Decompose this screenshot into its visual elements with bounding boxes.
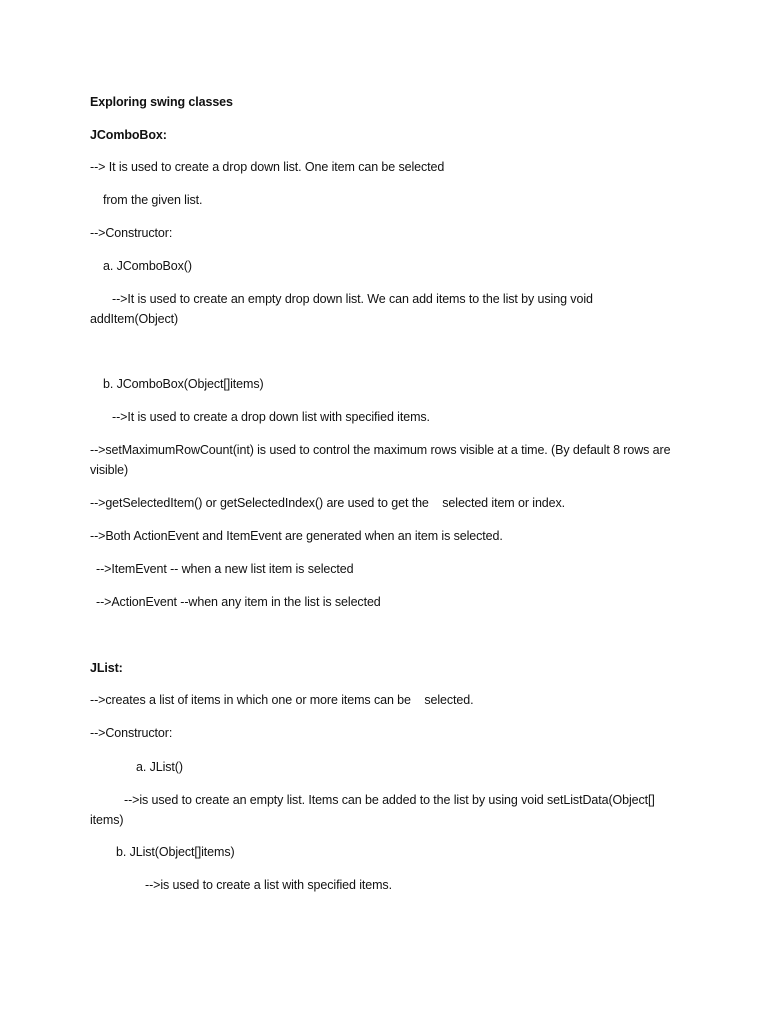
jcombobox-max-rows-note: -->setMaximumRowCount(int) is used to control the maximum rows visible at a time. (By default 8 rows are visible) bbox=[90, 443, 671, 477]
jlist-heading: JList: bbox=[90, 661, 123, 675]
jcombobox-ctor-a: a. JComboBox() bbox=[103, 259, 192, 273]
jlist-ctor-b-description: -->is used to create a list with specified items. bbox=[145, 878, 392, 892]
jcombobox-intro-line-1: --> It is used to create a drop down list. One item can be selected bbox=[90, 160, 445, 174]
jlist-constructor-label: -->Constructor: bbox=[90, 726, 173, 740]
jcombobox-events-note: -->Both ActionEvent and ItemEvent are generated when an item is selected. bbox=[90, 529, 503, 543]
jcombobox-get-selected-note: -->getSelectedItem() or getSelectedIndex() are used to get the selected item or index. bbox=[90, 496, 566, 510]
jlist-ctor-b: b. JList(Object[]items) bbox=[116, 845, 235, 859]
jcombobox-item-event-note: -->ItemEvent -- when a new list item is selected bbox=[96, 562, 354, 576]
jlist-ctor-a: a. JList() bbox=[136, 760, 183, 774]
jcombobox-heading: JComboBox: bbox=[90, 128, 167, 142]
jcombobox-intro-line-2: from the given list. bbox=[103, 193, 203, 207]
jcombobox-constructor-label: -->Constructor: bbox=[90, 226, 173, 240]
jlist-ctor-a-description: -->is used to create an empty list. Items can be added to the list by using void setListData(Object[] items) bbox=[90, 793, 655, 827]
jcombobox-ctor-b-description: -->It is used to create a drop down list with specified items. bbox=[112, 410, 430, 424]
document-title: Exploring swing classes bbox=[90, 95, 233, 109]
jcombobox-action-event-note: -->ActionEvent --when any item in the list is selected bbox=[96, 595, 381, 609]
jcombobox-ctor-a-description: -->It is used to create an empty drop down list. We can add items to the list by using void addItem(Object) bbox=[90, 292, 593, 326]
jcombobox-ctor-b: b. JComboBox(Object[]items) bbox=[103, 377, 264, 391]
jlist-intro: -->creates a list of items in which one or more items can be selected. bbox=[90, 693, 474, 707]
